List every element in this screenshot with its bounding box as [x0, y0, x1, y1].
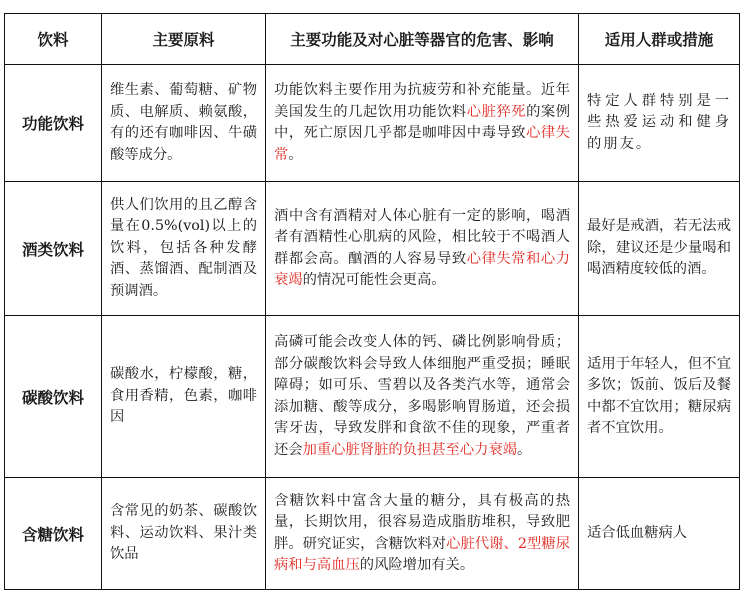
beverage-name: 含糖饮料 — [5, 478, 102, 590]
ingredients-cell: 维生素、葡萄糖、矿物质、电解质、赖氨酸，有的还有咖啡因、牛磺酸等成分。 — [102, 65, 266, 182]
effects-cell: 含糖饮料中富含大量的糖分，具有极高的热量，长期饮用，很容易造成脂肪堆积，导致肥胖。研究证实，含糖饮料对心脏代谢、2型糖尿病和与高血压的风险增加有关。 — [266, 478, 579, 590]
table-row — [5, 316, 740, 478]
effects-cell: 酒中含有酒精对人体心脏有一定的影响，喝酒者有酒精性心肌病的风险，相比较于不喝酒人群都会高。酗酒的人容易导致心律失常和心力衰竭的情况可能性会更高。 — [266, 182, 579, 316]
header-effects: 主要功能及对心脏等器官的危害、影响 — [266, 14, 579, 65]
ingredients-cell: 含常见的奶茶、碳酸饮料、运动饮料、果汁类饮品 — [102, 478, 266, 590]
beverage-name: 功能饮料 — [5, 65, 102, 182]
header-row — [5, 14, 740, 65]
table-row — [5, 65, 740, 182]
advice-cell: 适合低血糖病人 — [579, 478, 740, 590]
effects-cell: 高磷可能会改变人体的钙、磷比例影响骨质；部分碳酸饮料会导致人体细胞严重受损；睡眠障碍；如可乐、雪碧以及各类汽水等，通常会添加糖、酸等成分，多喝影响胃肠道，还会损害牙齿，导致发胖和食欲不佳的现象，严重者还会加重心脏肾脏的负担甚至心力衰竭。 — [266, 316, 579, 478]
ingredients-cell: 供人们饮用的且乙醇含量在0.5%(vol)以上的饮料，包括各种发酵酒、蒸馏酒、配制酒及预调酒。 — [102, 182, 266, 316]
header-beverage: 饮料 — [5, 14, 102, 65]
beverage-name: 碳酸饮料 — [5, 316, 102, 478]
risk-highlight: 心律失常 — [274, 125, 571, 163]
beverage-table — [4, 13, 740, 590]
ingredients-cell: 碳酸水，柠檬酸，糖，食用香精，色素，咖啡因 — [102, 316, 266, 478]
advice-cell: 最好是戒酒，若无法戒除，建议还是少量喝和喝酒精度较低的酒。 — [579, 182, 740, 316]
effects-cell: 功能饮料主要作用为抗疲劳和补充能量。近年美国发生的几起饮用功能饮料心脏猝死的案例中，死亡原因几乎都是咖啡因中毒导致心律失常。 — [266, 65, 579, 182]
risk-highlight: 心脏猝死 — [466, 103, 527, 120]
table-row — [5, 182, 740, 316]
advice-cell: 适用于年轻人，但不宜多饮；饭前、饭后及餐中都不宜饮用；糖尿病者不宜饮用。 — [579, 316, 740, 478]
risk-highlight: 加重心脏肾脏的负担甚至心力衰竭 — [302, 441, 518, 458]
beverage-name: 酒类饮料 — [5, 182, 102, 316]
header-ingredients: 主要原料 — [102, 14, 266, 65]
header-advice: 适用人群或措施 — [579, 14, 740, 65]
advice-cell: 特定人群特别是一些热爱运动和健身的朋友。 — [579, 65, 740, 182]
risk-highlight: 心律失常和心力衰竭 — [274, 250, 571, 288]
risk-highlight: 心脏代谢、2型糖尿病和与高血压 — [274, 535, 570, 573]
table-row — [5, 478, 740, 590]
